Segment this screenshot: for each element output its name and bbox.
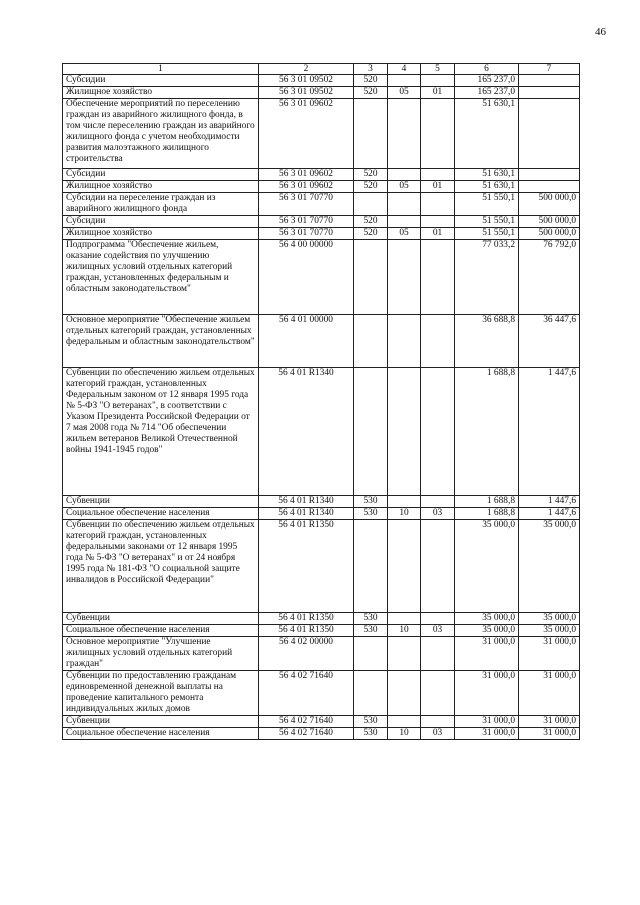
cell-code: 56 4 02 00000 [259,637,354,671]
table-row [63,613,580,625]
cell-code: 56 4 01 R1340 [259,508,354,520]
cell-section [388,169,421,181]
cell-amount-2: 1 447,6 [519,508,580,520]
cell-amount-1: 51 550,1 [455,228,519,240]
cell-section [388,75,421,87]
table-row [63,240,580,315]
table-row [63,228,580,240]
cell-expense-type: 520 [354,87,388,99]
cell-subsection [421,613,455,625]
cell-subsection: 03 [421,625,455,637]
cell-code: 56 3 01 09602 [259,99,354,169]
cell-amount-1: 35 000,0 [455,520,519,613]
cell-name: Субвенции по обеспечению жильем отдельных категорий граждан, установленных федеральными законами от 12 января 1995 года № 5-ФЗ "О ветеранах" и от 24 ноября 1995 года № 181-ФЗ "О социальной защите инвалидов в Российской Федерации" [63,520,259,613]
cell-amount-1: 36 688,8 [455,315,519,368]
cell-code: 56 4 01 R1340 [259,496,354,508]
column-header: 7 [519,64,580,75]
cell-expense-type: 520 [354,75,388,87]
cell-section [388,193,421,216]
cell-expense-type: 520 [354,228,388,240]
cell-section: 10 [388,728,421,740]
cell-name: Субвенции [63,716,259,728]
cell-amount-1: 51 630,1 [455,99,519,169]
cell-code: 56 4 00 00000 [259,240,354,315]
table-row [63,637,580,671]
cell-section: 05 [388,87,421,99]
cell-name: Субвенции по предоставлению гражданам единовременной денежной выплаты на проведение капитального ремонта индивидуальных жилых домов [63,671,259,716]
cell-amount-1: 1 688,8 [455,368,519,496]
cell-section [388,240,421,315]
column-header: 4 [388,64,421,75]
cell-amount-1: 31 000,0 [455,728,519,740]
cell-section [388,613,421,625]
cell-name: Субсидии на переселение граждан из аварийного жилищного фонда [63,193,259,216]
cell-section: 05 [388,181,421,193]
cell-name: Субвенции [63,613,259,625]
cell-code: 56 3 01 70770 [259,193,354,216]
cell-code: 56 4 02 71640 [259,671,354,716]
table-row [63,671,580,716]
column-header: 3 [354,64,388,75]
cell-name: Подпрограмма "Обеспечение жильем, оказание содействия по улучшению жилищных условий отдельных категорий граждан, установленных федеральным и областным законодательством" [63,240,259,315]
cell-amount-2: 36 447,6 [519,315,580,368]
cell-amount-2: 31 000,0 [519,728,580,740]
cell-expense-type: 530 [354,625,388,637]
table-row [63,496,580,508]
cell-section [388,496,421,508]
cell-name: Субвенции по обеспечению жильем отдельных категорий граждан, установленных Федеральным законом от 12 января 1995 года № 5-ФЗ "О ветеранах", в соответствии с Указом Президента Российской Федерации от 7 мая 2008 года № 714 "Об обеспечении жильем ветеранов Великой Отечественной войны 1941-1945 годов" [63,368,259,496]
cell-amount-2: 500 000,0 [519,228,580,240]
cell-subsection [421,315,455,368]
column-header: 5 [421,64,455,75]
cell-name: Основное мероприятие "Улучшение жилищных условий отдельных категорий граждан" [63,637,259,671]
cell-subsection [421,496,455,508]
table-row [63,520,580,613]
budget-table [62,63,580,740]
cell-subsection [421,637,455,671]
cell-amount-2: 500 000,0 [519,216,580,228]
cell-code: 56 3 01 09502 [259,87,354,99]
cell-subsection [421,169,455,181]
cell-amount-1: 51 550,1 [455,216,519,228]
cell-subsection: 01 [421,87,455,99]
cell-subsection [421,240,455,315]
cell-amount-2 [519,75,580,87]
table-row [63,508,580,520]
table-row [63,315,580,368]
cell-name: Субсидии [63,216,259,228]
cell-name: Субсидии [63,169,259,181]
cell-expense-type: 530 [354,496,388,508]
cell-amount-2: 31 000,0 [519,716,580,728]
table-row [63,87,580,99]
column-header: 1 [63,64,259,75]
cell-expense-type [354,99,388,169]
cell-code: 56 3 01 70770 [259,216,354,228]
cell-amount-2 [519,99,580,169]
cell-name: Обеспечение мероприятий по переселению граждан из аварийного жилищного фонда, в том числе переселению граждан из аварийного жилищного фонда с учетом необходимости развития малоэтажного жилищного строительства [63,99,259,169]
cell-code: 56 4 02 71640 [259,728,354,740]
cell-name: Социальное обеспечение населения [63,625,259,637]
cell-amount-1: 51 550,1 [455,193,519,216]
table-row [63,193,580,216]
cell-code: 56 3 01 09502 [259,75,354,87]
cell-amount-2 [519,169,580,181]
table-header-row [63,64,580,75]
cell-expense-type: 530 [354,728,388,740]
cell-section [388,99,421,169]
cell-expense-type: 530 [354,716,388,728]
cell-amount-1: 77 033,2 [455,240,519,315]
cell-subsection: 03 [421,508,455,520]
table-row [63,75,580,87]
table-row [63,625,580,637]
cell-amount-2: 35 000,0 [519,520,580,613]
cell-name: Жилищное хозяйство [63,87,259,99]
table-row [63,728,580,740]
cell-subsection: 03 [421,728,455,740]
page-number: 46 [595,26,606,38]
cell-subsection [421,368,455,496]
column-header: 2 [259,64,354,75]
cell-amount-2: 31 000,0 [519,637,580,671]
cell-section [388,520,421,613]
cell-expense-type [354,637,388,671]
cell-amount-1: 1 688,8 [455,508,519,520]
cell-subsection [421,216,455,228]
cell-amount-1: 31 000,0 [455,671,519,716]
cell-subsection [421,193,455,216]
cell-amount-1: 51 630,1 [455,169,519,181]
cell-amount-1: 1 688,8 [455,496,519,508]
cell-amount-2: 31 000,0 [519,671,580,716]
cell-subsection [421,75,455,87]
cell-amount-1: 51 630,1 [455,181,519,193]
cell-section: 10 [388,508,421,520]
cell-name: Субсидии [63,75,259,87]
cell-amount-2 [519,87,580,99]
cell-amount-1: 31 000,0 [455,637,519,671]
cell-amount-2: 76 792,0 [519,240,580,315]
cell-code: 56 4 01 R1340 [259,368,354,496]
cell-expense-type: 520 [354,181,388,193]
table-row [63,169,580,181]
cell-section: 10 [388,625,421,637]
cell-section [388,716,421,728]
cell-section [388,216,421,228]
cell-amount-2: 35 000,0 [519,613,580,625]
table-row [63,99,580,169]
table-row [63,216,580,228]
cell-amount-1: 35 000,0 [455,625,519,637]
cell-section [388,315,421,368]
cell-subsection: 01 [421,228,455,240]
cell-code: 56 4 01 R1350 [259,613,354,625]
cell-subsection [421,99,455,169]
cell-subsection: 01 [421,181,455,193]
cell-amount-2: 500 000,0 [519,193,580,216]
cell-amount-2: 35 000,0 [519,625,580,637]
cell-expense-type [354,240,388,315]
cell-code: 56 4 02 71640 [259,716,354,728]
cell-expense-type: 520 [354,216,388,228]
cell-subsection [421,716,455,728]
cell-amount-1: 165 237,0 [455,87,519,99]
cell-name: Жилищное хозяйство [63,228,259,240]
column-header: 6 [455,64,519,75]
cell-expense-type: 530 [354,508,388,520]
cell-section [388,671,421,716]
cell-expense-type: 520 [354,169,388,181]
cell-expense-type [354,368,388,496]
cell-code: 56 4 01 R1350 [259,625,354,637]
cell-amount-1: 35 000,0 [455,613,519,625]
table-row [63,716,580,728]
cell-expense-type [354,193,388,216]
cell-subsection [421,671,455,716]
cell-code: 56 4 01 R1350 [259,520,354,613]
cell-code: 56 3 01 70770 [259,228,354,240]
cell-code: 56 4 01 00000 [259,315,354,368]
cell-name: Социальное обеспечение населения [63,508,259,520]
cell-amount-1: 165 237,0 [455,75,519,87]
cell-code: 56 3 01 09602 [259,181,354,193]
cell-expense-type [354,671,388,716]
table-row [63,181,580,193]
cell-section [388,637,421,671]
cell-name: Основное мероприятие "Обеспечение жильем отдельных категорий граждан, установленных федеральным и областным законодательством" [63,315,259,368]
cell-expense-type [354,520,388,613]
cell-section [388,368,421,496]
cell-amount-2 [519,181,580,193]
cell-amount-2: 1 447,6 [519,496,580,508]
cell-amount-1: 31 000,0 [455,716,519,728]
cell-name: Жилищное хозяйство [63,181,259,193]
cell-section: 05 [388,228,421,240]
cell-name: Субвенции [63,496,259,508]
cell-expense-type [354,315,388,368]
cell-name: Социальное обеспечение населения [63,728,259,740]
cell-subsection [421,520,455,613]
cell-amount-2: 1 447,6 [519,368,580,496]
cell-code: 56 3 01 09602 [259,169,354,181]
table-row [63,368,580,496]
cell-expense-type: 530 [354,613,388,625]
